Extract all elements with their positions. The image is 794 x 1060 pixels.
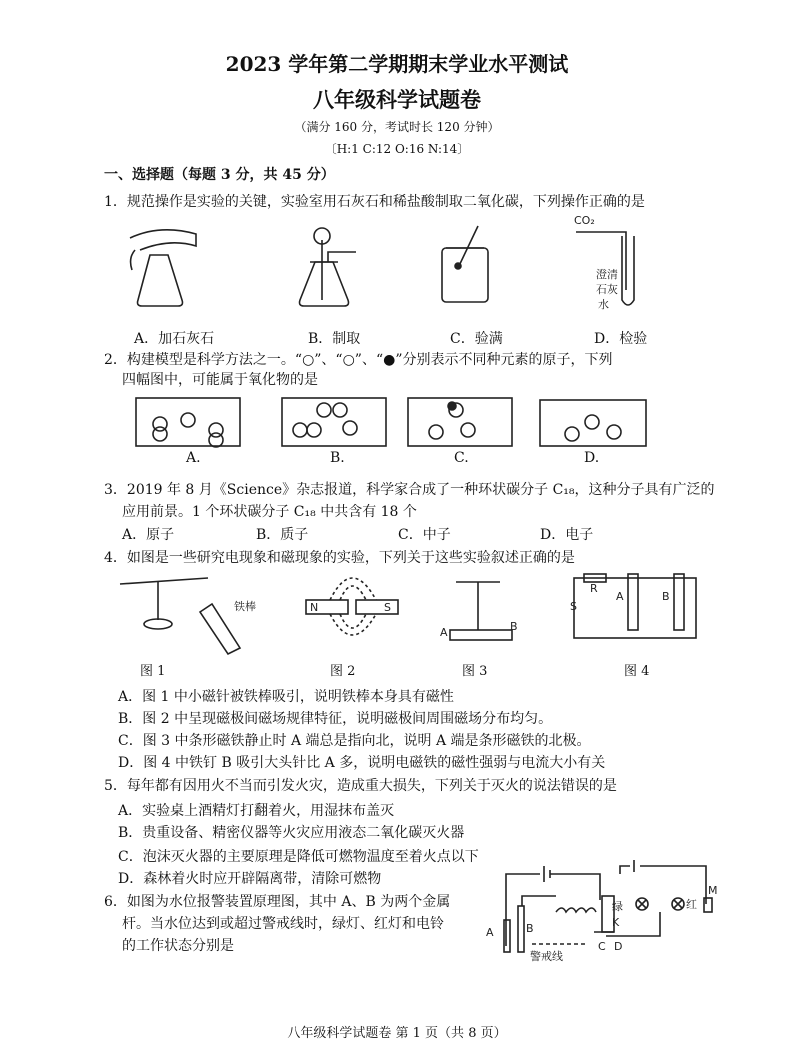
q5-option-a: A．实验桌上酒精灯打翻着火，用湿抹布盖灭 (118, 803, 395, 819)
q3-option-a: A．原子 (122, 527, 175, 543)
q3-stem-line2: 应用前景。1 个环状碳分子 C₁₈ 中共含有 18 个 (122, 504, 417, 520)
fig3-a-label: A (440, 626, 448, 639)
page-footer: 八年级科学试题卷 第 1 页（共 8 页） (287, 1026, 507, 1041)
q6-m-label: M (708, 884, 718, 897)
q6-stem-line1: 6．如图为水位报警装置原理图，其中 A、B 为两个金属 (104, 894, 451, 910)
q1-option-b: B．制取 (308, 331, 361, 347)
q2-stem-line1: 2．构建模型是科学方法之一。“○”、“○”、“●”分别表示不同种元素的原子，下列 (104, 352, 613, 368)
q5-stem: 5．每年都有因用火不当而引发火灾，造成重大损失，下列关于灭火的说法错误的是 (104, 778, 617, 794)
q6-stem-line2: 杆。当水位达到或超过警戒线时，绿灯、红灯和电铃 (122, 916, 444, 932)
section-title: 一、选择题（每题 3 分，共 45 分） (104, 167, 335, 183)
r-label: R (590, 582, 598, 595)
q1-option-c: C．验满 (450, 331, 503, 347)
fig3-b-label: B (510, 620, 518, 633)
q2-option-d: D. (584, 450, 600, 466)
n-label: N (310, 601, 319, 614)
paper-title: 八年级科学试题卷 (313, 87, 481, 112)
q2-option-b: B. (330, 450, 345, 466)
switch-s-label: S (570, 600, 577, 613)
limewater-label-1: 澄清 (596, 268, 618, 281)
q6-d-label: D (614, 940, 623, 953)
limewater-label-2: 石灰 (596, 283, 618, 296)
exam-title: 2023 学年第二学期期末学业水平测试 (225, 52, 569, 76)
q5-option-b: B．贵重设备、精密仪器等火灾应用液态二氧化碳灭火器 (118, 825, 465, 841)
iron-rod-label: 铁棒 (234, 600, 256, 613)
q4-fig3-caption: 图 3 (462, 664, 488, 679)
q3-option-b: B．质子 (256, 527, 309, 543)
q4-option-d: D．图 4 中铁钉 B 吸引大头针比 A 多，说明电磁铁的磁性强弱与电流大小有关 (118, 755, 606, 771)
q4-fig1-caption: 图 1 (140, 664, 166, 679)
q1-option-a: A．加石灰石 (134, 331, 215, 347)
q4-stem: 4．如图是一些研究电现象和磁现象的实验，下列关于这些实验叙述正确的是 (104, 550, 575, 566)
q6-red-label: 红 (686, 898, 697, 911)
atomic-masses: 〔H:1 C:12 O:16 N:14〕 (324, 142, 470, 156)
q3-option-d: D．电子 (540, 527, 594, 543)
q6-k-label: K (612, 916, 620, 929)
q4-option-a: A．图 1 中小磁针被铁棒吸引，说明铁棒本身具有磁性 (118, 689, 454, 705)
q6-a-label: A (486, 926, 494, 939)
q6-b-label: B (526, 922, 534, 935)
q3-stem-line1: 3．2019 年 8 月《Science》杂志报道，科学家合成了一种环状碳分子 C₁₈，这种分子具有广泛的 (104, 482, 715, 498)
q4-fig4-caption: 图 4 (624, 664, 650, 679)
fig4-b-label: B (662, 590, 670, 603)
q4-option-b: B．图 2 中呈现磁极间磁场规律特征，说明磁极间周围磁场分布均匀。 (118, 711, 553, 727)
q4-option-c: C．图 3 中条形磁铁静止时 A 端总是指向北，说明 A 端是条形磁铁的北极。 (118, 733, 591, 749)
q1-stem: 1．规范操作是实验的关键，实验室用石灰石和稀盐酸制取二氧化碳，下列操作正确的是 (104, 194, 645, 210)
q3-option-c: C．中子 (398, 527, 451, 543)
q4-fig2-caption: 图 2 (330, 664, 356, 679)
s-label: S (384, 601, 391, 614)
q2-option-a: A. (186, 450, 201, 466)
q1-option-d: D．检验 (594, 331, 648, 347)
q6-c-label: C (598, 940, 606, 953)
q6-warning-label: 警戒线 (530, 950, 563, 963)
q2-stem-line2: 四幅图中，可能属于氧化物的是 (122, 372, 318, 388)
q2-option-c: C. (454, 450, 469, 466)
limewater-label-3: 水 (598, 298, 609, 311)
co2-label: CO₂ (574, 214, 595, 227)
q6-green-label: 绿 (612, 900, 623, 913)
q6-stem-line3: 的工作状态分别是 (122, 938, 234, 954)
q5-option-d: D．森林着火时应开辟隔离带，清除可燃物 (118, 871, 382, 887)
fig4-a-label: A (616, 590, 624, 603)
q5-option-c: C．泡沫灭火器的主要原理是降低可燃物温度至着火点以下 (118, 849, 479, 865)
exam-info: （满分 160 分，考试时长 120 分钟） (294, 120, 500, 134)
